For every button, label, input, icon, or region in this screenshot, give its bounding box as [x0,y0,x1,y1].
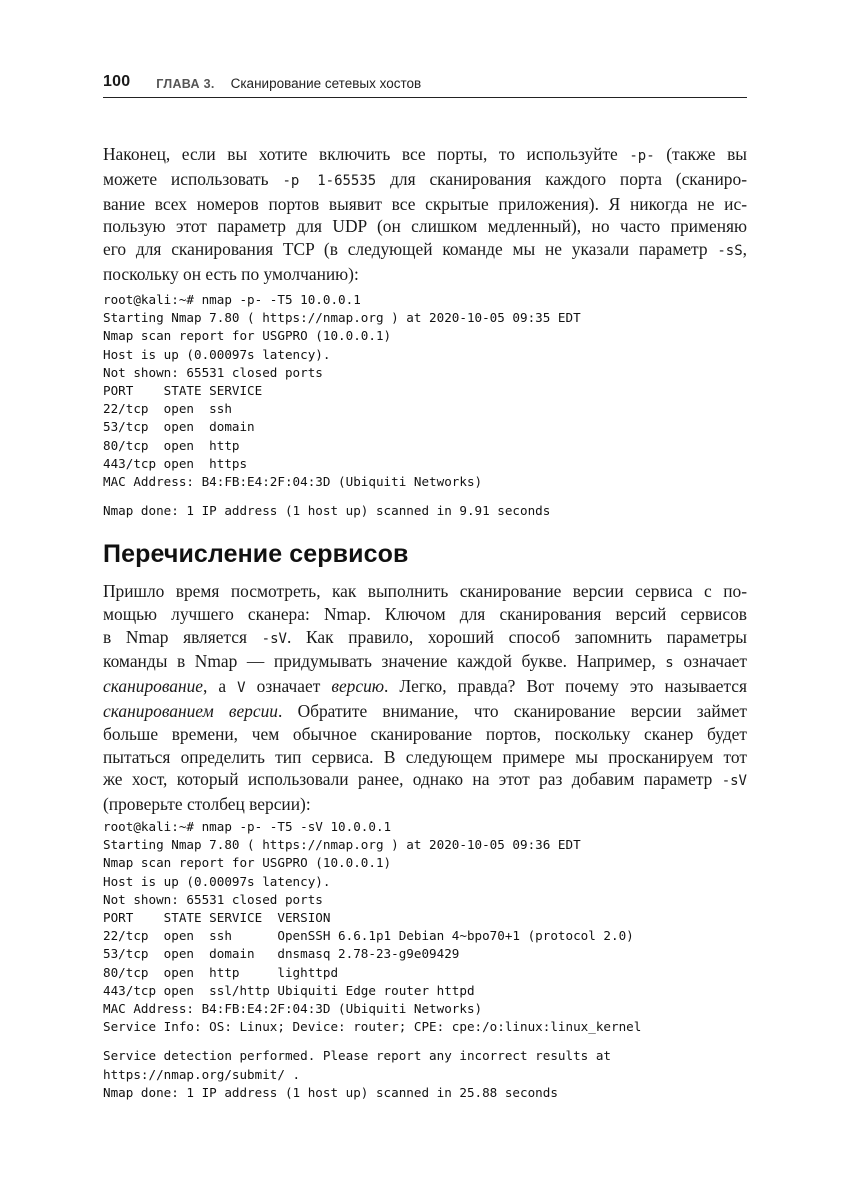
code-line: Not shown: 65531 closed ports [103,891,323,907]
running-header [103,70,747,98]
chapter-label: ГЛАВА 3. [156,77,215,91]
code-line: Starting Nmap 7.80 ( https://nmap.org ) at 2020-10-05 09:35 EDT [103,310,581,326]
inline-code: -p 1-65535 [282,172,377,189]
text-line: (проверьте столбец версии): [103,794,311,815]
code-gap [103,491,747,502]
code-line: Nmap done: 1 IP address (1 host up) scanned in 25.88 seconds [103,1084,558,1100]
code-line: 22/tcp open ssh [103,401,232,417]
code-line: MAC Address: B4:FB:E4:2F:04:3D (Ubiquiti Networks) [103,474,483,490]
text-line: же хост, который использовали ранее, однако на этот раз добавим параметр -sV [103,769,747,790]
text-line: мощью лучшего сканера: Nmap. Ключом для сканирования версий сервисов [103,603,747,624]
code-line: Nmap scan report for USGPRO (10.0.0.1) [103,855,392,871]
chapter-title: Сканирование сетевых хостов [230,76,422,91]
inline-code: -p- [629,148,655,164]
text-line: пользую этот параметр для UDP (он слишком медленный), но часто применяю [103,216,747,237]
text-line: Пришло время посмотреть, как выполнить сканирование версии сервиса с по- [103,581,747,601]
code-line: Not shown: 65531 closed ports [103,364,323,380]
code-line: root@kali:~# nmap -p- -T5 10.0.0.1 [103,292,361,307]
text-line: Наконец, если вы хотите включить все порты, то используйте -p- (также вы [103,144,747,164]
paragraph-service-enumeration [103,580,747,816]
code-line: root@kali:~# nmap -p- -T5 -sV 10.0.0.1 [103,819,392,834]
inline-code: -sV [721,773,747,790]
code-line: 80/tcp open http lighttpd [103,964,339,980]
code-line: PORT STATE SERVICE VERSION [103,910,331,926]
code-line: 443/tcp open ssl/http Ubiquiti Edge router httpd [103,982,475,998]
text-line: в Nmap является -sV. Как правило, хороший способ запомнить параметры [103,626,747,647]
code-block-port-scan [103,291,747,520]
code-line: Service Info: OS: Linux; Device: router; CPE: cpe:/o:linux:linux_kernel [103,1019,642,1035]
code-line: 22/tcp open ssh OpenSSH 6.6.1p1 Debian 4~bpo70+1 (protocol 2.0) [103,928,634,944]
section-heading: Перечисление сервисов [103,540,409,568]
inline-code: V [237,680,246,697]
text-line: его для сканирования TCP (в следующей команде мы не указали параметр -sS, [103,239,747,260]
code-line: Nmap done: 1 IP address (1 host up) scanned in 9.91 seconds [103,503,551,519]
inline-code: s [665,655,674,672]
emphasis: сканирование [103,676,203,697]
code-line: 80/tcp open http [103,437,240,453]
text-line: поскольку он есть по умолчанию): [103,263,359,284]
text-line: больше времени, чем обычное сканирование портов, поскольку сканер будет [103,723,747,744]
code-line: MAC Address: B4:FB:E4:2F:04:3D (Ubiquiti Networks) [103,1001,483,1017]
text-line: команды в Nmap — придумывать значение каждой букве. Например, s означает [103,651,748,672]
inline-code: -sV [261,630,287,647]
code-line: https://nmap.org/submit/ . [103,1066,301,1082]
code-line: Host is up (0.00097s latency). [103,346,331,362]
text-line: вание всех номеров портов выявит все скрытые приложения). Я никогда не ис- [103,193,747,214]
code-block-version-scan [103,818,747,1102]
paragraph-all-ports [103,143,747,286]
text-line: сканирование, а V означает версию. Легко, правда? Вот почему это называется [103,676,748,697]
code-line: Starting Nmap 7.80 ( https://nmap.org ) at 2020-10-05 09:36 EDT [103,837,581,853]
code-line: 53/tcp open domain dnsmasq 2.78-23-g9e09429 [103,946,460,962]
text-line: сканированием версии. Обратите внимание, что сканирование версии займет [103,700,748,721]
code-gap [103,1036,747,1047]
inline-code: -sS [717,243,743,260]
text-line: пытаться определить тип сервиса. В следующем примере мы просканируем тот [103,746,747,767]
code-line: PORT STATE SERVICE [103,383,263,399]
page-number: 100 [103,73,131,90]
code-line: Service detection performed. Please report any incorrect results at [103,1048,611,1064]
code-line: Nmap scan report for USGPRO (10.0.0.1) [103,328,392,344]
code-line: 443/tcp open https [103,455,248,471]
emphasis: сканированием версии [103,700,278,721]
code-line: 53/tcp open domain [103,419,255,435]
emphasis: версию [331,676,385,697]
code-line: Host is up (0.00097s latency). [103,873,331,889]
text-line: можете использовать -p 1-65535 для сканирования каждого порта (сканиро- [103,168,747,189]
